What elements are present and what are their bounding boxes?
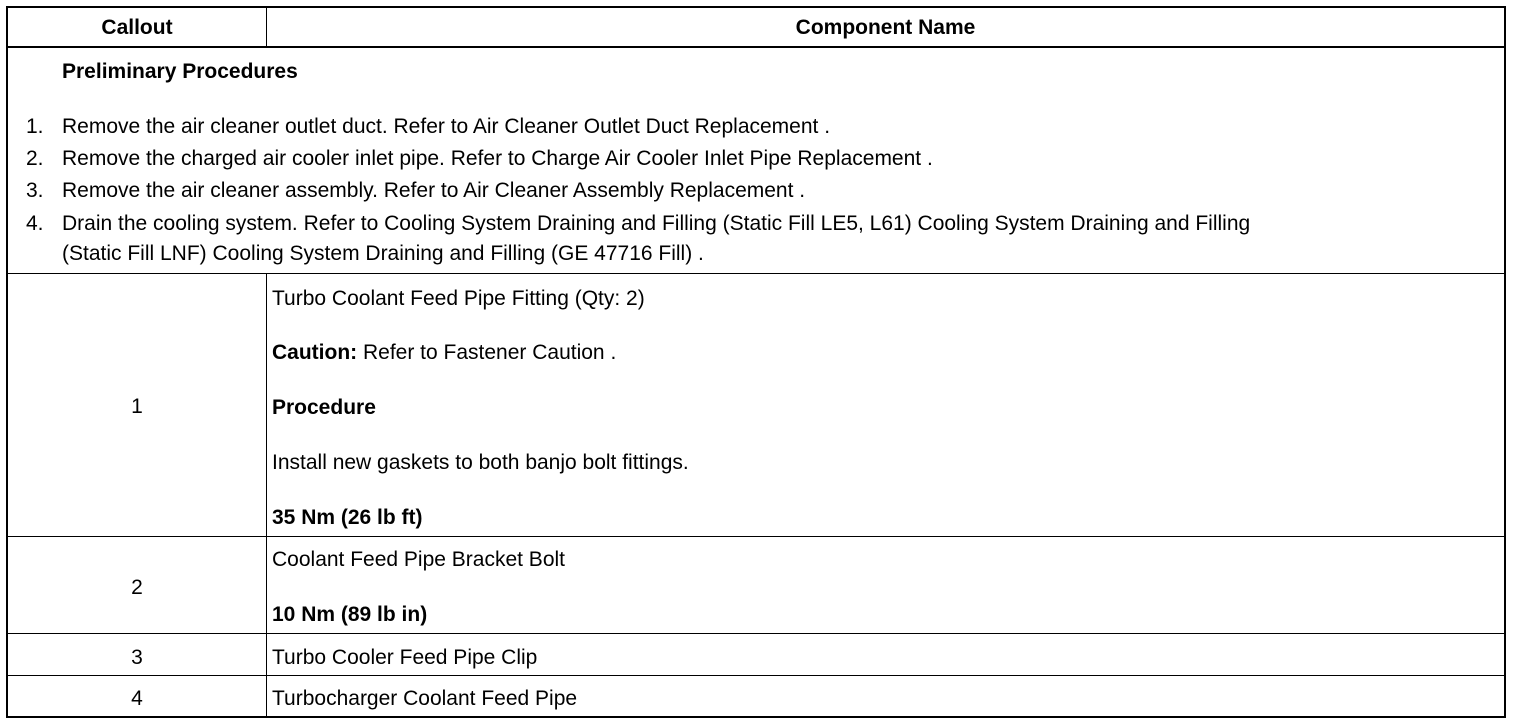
caution-note — [272, 340, 616, 366]
row-divider — [8, 273, 1504, 274]
torque-spec: 10 Nm (89 lb in) — [272, 603, 428, 626]
header-callout: Callout — [101, 16, 173, 39]
component-name: Turbo Cooler Feed Pipe Clip — [272, 646, 538, 669]
callout-number: 1 — [131, 395, 143, 418]
step-text-continued: (Static Fill LNF) Cooling System Draining and Filling (GE 47716 Fill) . — [62, 242, 704, 265]
component-name: Turbo Coolant Feed Pipe Fitting (Qty: 2) — [272, 287, 645, 310]
row-divider — [8, 633, 1504, 634]
callout-number: 2 — [131, 576, 143, 599]
row-divider — [8, 536, 1504, 537]
step-number: 2. — [26, 147, 44, 170]
header-divider — [8, 46, 1504, 48]
callout-number: 4 — [131, 687, 143, 710]
step-text: Remove the charged air cooler inlet pipe. Refer to Charge Air Cooler Inlet Pipe Replacement . — [62, 147, 933, 170]
caution-text: Refer to Fastener Caution . — [357, 341, 617, 364]
header-component-name: Component Name — [795, 16, 976, 39]
component-name: Turbocharger Coolant Feed Pipe — [272, 687, 578, 710]
step-number: 3. — [26, 179, 44, 202]
preliminary-title: Preliminary Procedures — [62, 60, 298, 83]
component-table — [6, 6, 1506, 718]
step-text: Remove the air cleaner assembly. Refer to Air Cleaner Assembly Replacement . — [62, 179, 806, 202]
callout-number: 3 — [131, 646, 143, 669]
step-text: Remove the air cleaner outlet duct. Refer to Air Cleaner Outlet Duct Replacement . — [62, 115, 831, 138]
step-number: 1. — [26, 115, 44, 138]
torque-spec: 35 Nm (26 lb ft) — [272, 506, 423, 529]
procedure-text: Install new gaskets to both banjo bolt fittings. — [272, 451, 689, 474]
row-divider — [8, 675, 1504, 676]
column-divider — [266, 273, 267, 718]
procedure-heading: Procedure — [272, 396, 376, 419]
step-number: 4. — [26, 212, 44, 235]
step-text: Drain the cooling system. Refer to Cooling System Draining and Filling (Static Fill LE5, L61) Cooling System Draining and Filling — [62, 212, 1251, 235]
component-name: Coolant Feed Pipe Bracket Bolt — [272, 548, 565, 571]
caution-label: Caution: — [272, 341, 358, 364]
